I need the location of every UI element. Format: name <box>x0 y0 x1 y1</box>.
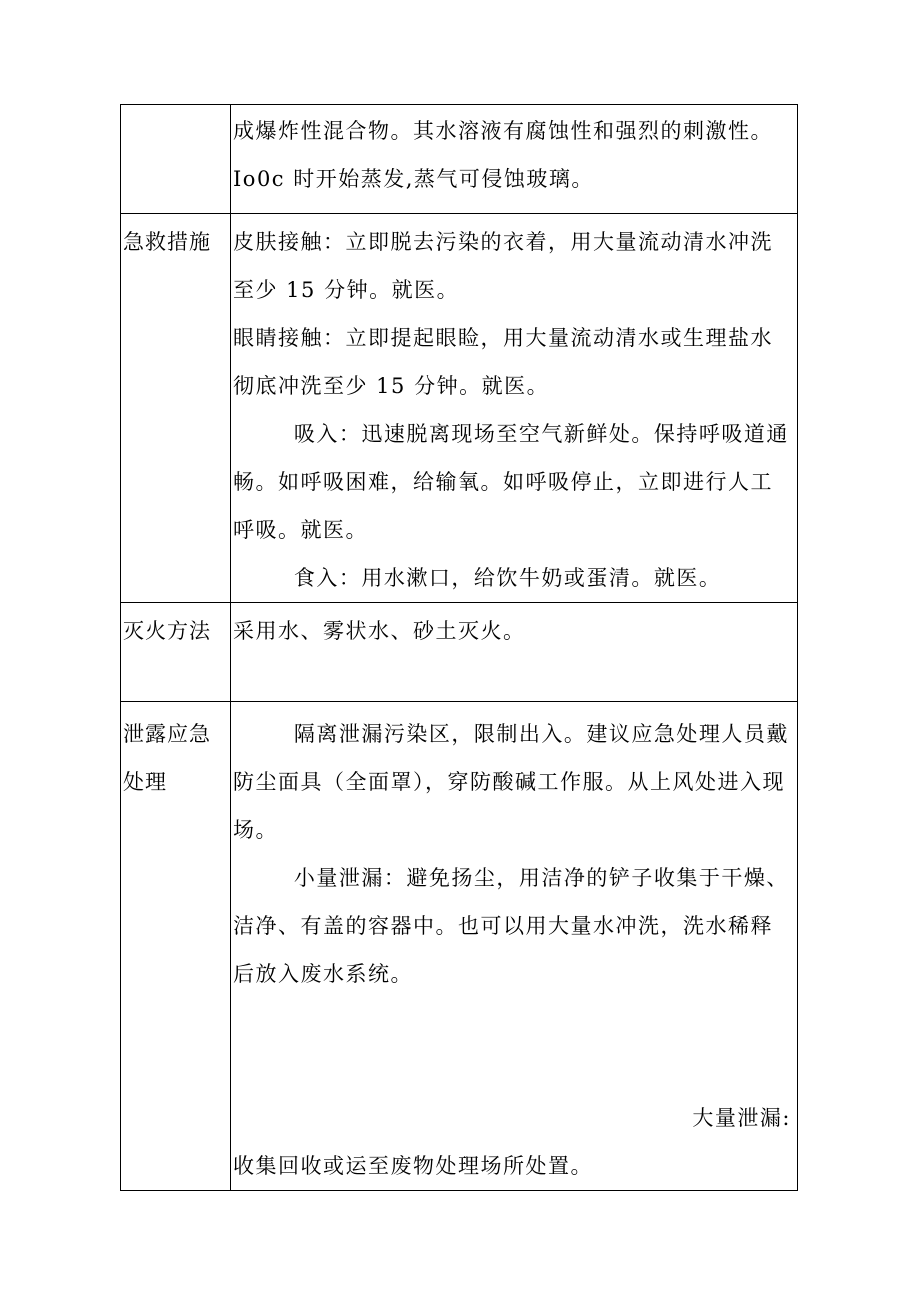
spill-small-text: 小量泄漏：避免扬尘，用洁净的铲子收集于干燥、洁净、有盖的容器中。也可以用大量水冲洗，洗水稀释后放入废水系统。 <box>233 866 789 986</box>
spill-content <box>231 702 798 1191</box>
first-aid-content <box>231 214 798 603</box>
fire-fighting-content <box>231 603 798 702</box>
row-first-aid <box>121 214 798 603</box>
properties-paragraph-2: Io0c 时开始蒸发,蒸气可侵蚀玻璃。 <box>233 167 594 191</box>
skin-contact-text: 皮肤接触：立即脱去污染的衣着，用大量流动清水冲洗至少 15 分钟。就医。 <box>233 230 773 302</box>
ingestion-text: 食入：用水漱口，给饮牛奶或蛋清。就医。 <box>293 566 722 590</box>
properties-label <box>121 105 231 214</box>
first-aid-label: 急救措施 <box>121 214 231 603</box>
spill-large-label: 大量泄漏: <box>692 1106 791 1130</box>
eye-contact-text: 眼睛接触：立即提起眼睑，用大量流动清水或生理盐水彻底冲洗至少 15 分钟。就医。 <box>233 326 773 398</box>
spill-spacer <box>233 998 795 1094</box>
fire-fighting-label: 灭火方法 <box>121 603 231 702</box>
row-properties <box>121 105 798 214</box>
row-spill-response <box>121 702 798 1191</box>
spill-general-text: 隔离泄漏污染区，限制出入。建议应急处理人员戴防尘面具（全面罩），穿防酸碱工作服。从上风处进入现场。 <box>233 722 789 842</box>
fire-fighting-text: 采用水、雾状水、砂土灭火。 <box>233 619 526 643</box>
safety-data-table <box>120 104 798 1191</box>
spill-large-text: 收集回收或运至废物处理场所处置。 <box>233 1154 593 1178</box>
spill-label: 泄露应急处理 <box>121 702 231 1191</box>
properties-paragraph-1: 成爆炸性混合物。其水溶液有腐蚀性和强烈的刺激性。 <box>233 119 773 143</box>
row-fire-fighting <box>121 603 798 702</box>
inhalation-text: 吸入：迅速脱离现场至空气新鲜处。保持呼吸道通畅。如呼吸困难，给输氧。如呼吸停止，立即进行人工呼吸。就医。 <box>233 422 789 542</box>
properties-content <box>231 105 798 214</box>
